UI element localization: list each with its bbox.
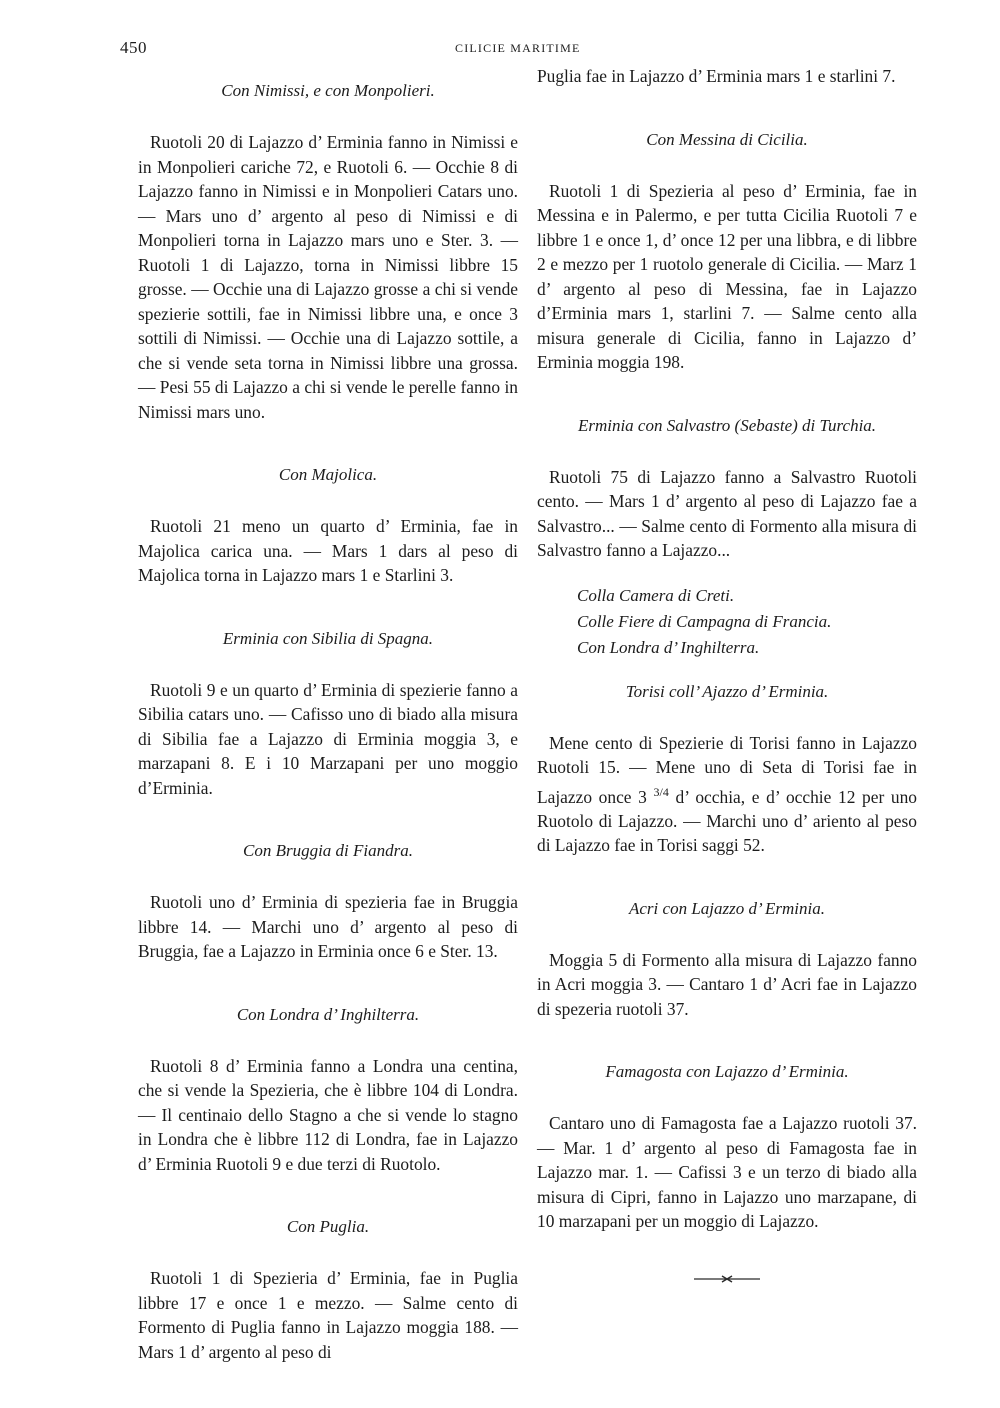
end-ornament [537, 1272, 917, 1290]
section-salvastro [537, 413, 917, 563]
section-paragraph: Ruotoli 21 meno un quarto d’ Erminia, fae in Majolica carica una. — Mars 1 dars al peso di Majolica torna in Lajazzo mars 1 e Starlini 3. [138, 516, 518, 585]
stacked-title: Colle Fiere di Campagna di Francia. [577, 611, 832, 631]
section-title: Erminia con Sibilia di Spagna. [222, 628, 434, 648]
section-paragraph: Ruotoli 1 di Spezieria al peso d’ Erminia, fae in Messina e in Palermo, e per tutta Cicilia Ruotoli 7 e libbre 1 e once 1, d’ once 12 per una libbra, e di libbre 2 e mezzo per 1 ruotolo generale di Cicilia. — Marz 1 d’ argento al peso di Messina, fae in Lajazzo d’Erminia mars 1, starlini 7. — Salme cento alla misura generale di Cicilia, fanno in Lajazzo d’ Erminia moggia 198. [537, 180, 917, 372]
fraction: 3/4 [653, 784, 669, 799]
section-paragraph: Moggia 5 di Formento alla misura di Lajazzo fanno in Acri moggia 3. — Cantaro 1 d’ Acri fae in Lajazzo di spezeria ruotoli 37. [537, 949, 917, 1019]
section-title: Con Majolica. [278, 465, 378, 484]
section-title: Con Bruggia di Fiandra. [242, 841, 413, 860]
section-majolica [138, 462, 518, 588]
section-londra [138, 1002, 518, 1177]
section-puglia [138, 1214, 518, 1364]
paragraph-text: Mene cento di Spezierie di Torisi fanno in Lajazzo Ruotoli 15. — Mene uno di Seta di Torisi fae in Lajazzo once 3 [537, 732, 917, 807]
page-number: 450 [120, 38, 147, 57]
stacked-title: Con Londra d’ Inghilterra. [577, 637, 760, 657]
paragraph-text: d’ occhia, e d’ occhie 12 per uno Ruotolo di Lajazzo. — Marchi uno d’ ariento al peso di Lajazzo fae in Torisi saggi 52. [537, 786, 917, 856]
ornament-icon [692, 1273, 762, 1285]
stacked-title: Colla Camera di Creti. [577, 585, 735, 605]
left-column [138, 64, 518, 1364]
section-paragraph: Ruotoli 8 d’ Erminia fanno a Londra una centina, che si vende la Spezieria, che è libbre 104 di Londra. — Il centinaio dello Stagno a che si vende lo stagno in Londra che è libbre 112 di Londra, fae in Lajazzo d’ Erminia Ruotoli 9 e due terzi di Ruotolo. [138, 1055, 518, 1174]
section-title: Famagosta con Lajazzo d’ Erminia. [605, 1062, 849, 1082]
section-sibilia [138, 626, 518, 801]
section-bruggia [138, 838, 518, 964]
section-acri [537, 896, 917, 1022]
section-paragraph: Ruotoli 20 di Lajazzo d’ Erminia fanno in Nimissi e in Monpolieri cariche 72, e Ruotoli 6. — Occhie 8 di Lajazzo fanno in Nimissi e in Monpolieri Catars uno. — Mars uno d’ argento al peso di Nimissi e di Monpolieri torna in Lajazzo mars uno e Ster. 3. — Ruotoli 1 di Lajazzo, torna in Nimissi libbre 15 grosse. — Occhie una di Lajazzo grosse a chi si vende spezierie sottili, fae in Nimissi libbre una, e once 3 sottili di Nimissi. — Occhie una di Lajazzo sottile, a che si vende seta torna in Nimissi libbre una grossa. — Pesi 55 di Lajazzo a chi si vende le perelle fanno in Nimissi mars uno. [138, 132, 518, 422]
section-paragraph: Ruotoli 75 di Lajazzo fanno a Salvastro Ruotoli cento. — Mars 1 d’ argento al peso di Lajazzo fae a Salvastro... — Salme cento di Formento alla misura di Salvastro fanno a Lajazzo... [537, 466, 917, 560]
section-paragraph: Cantaro uno di Famagosta fae a Lajazzo ruotoli 37. — Mar. 1 d’ argento al peso di Famagosta fae in Lajazzo mar. 1. — Cafissi 3 e un terzo di biado alla misura di Cipri, fanno in Lajazzo uno marzapane, di 10 marzapani per un moggio di Lajazzo. [537, 1113, 917, 1232]
section-paragraph: Ruotoli 1 di Spezieria d’ Erminia, fae in Puglia libbre 17 e once 1 e mezzo. — Salme cento di Formento di Puglia fanno in Lajazzo moggia 188. — Mars 1 d’ argento al peso di [138, 1268, 518, 1362]
section-nimissi [138, 78, 518, 424]
section-title: Con Puglia. [286, 1217, 370, 1236]
section-paragraph [537, 731, 917, 858]
section-torisi [537, 679, 917, 858]
running-title: CILICIE MARITIME [455, 41, 581, 55]
section-title: Torisi coll’ Ajazzo d’ Erminia. [625, 681, 829, 701]
section-title: Acri con Lajazzo d’ Erminia. [629, 898, 825, 918]
section-messina [537, 127, 917, 375]
right-column [537, 64, 917, 1290]
continuation-paragraph: Puglia fae in Lajazzo d’ Erminia mars 1 e starlini 7. [537, 66, 896, 86]
page-header [0, 38, 1000, 60]
section-paragraph: Ruotoli 9 e un quarto d’ Erminia di spezierie fanno a Sibilia catars uno. — Cafisso uno di biado alla misura di Sibilia fae a Lajazzo di Erminia moggia 3, e marzapani 8. E i 10 Marzapani per uno moggio d’Erminia. [138, 679, 518, 798]
section-famagosta [537, 1059, 917, 1234]
section-title: Erminia con Salvastro (Sebaste) di Turchia. [577, 415, 877, 435]
section-paragraph: Ruotoli uno d’ Erminia di spezieria fae in Bruggia libbre 14. — Marchi uno d’ argento al peso di Bruggia, fae a Lajazzo in Erminia once 6 e Ster. 13. [138, 892, 518, 961]
section-title: Con Messina di Cicilia. [646, 129, 808, 149]
section-title: Con Nimissi, e con Monpolieri. [221, 81, 435, 100]
title-stack [537, 583, 917, 661]
section-title: Con Londra d’ Inghilterra. [236, 1004, 420, 1024]
